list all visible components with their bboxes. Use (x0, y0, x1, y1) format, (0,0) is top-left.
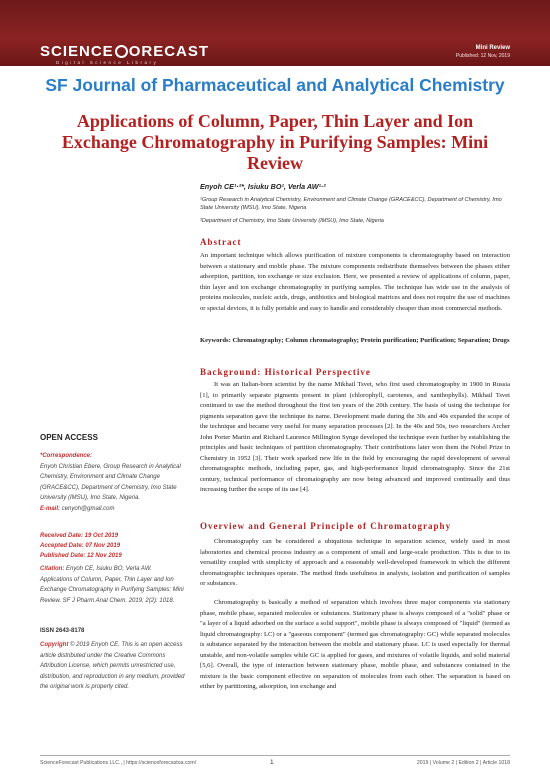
logo-text-right: ORECAST (128, 42, 210, 60)
background-text: It was an Italian-born scientist by the name Mikhail Tsvet, who first used chromatography in 1900 in Russia [1], to primarily separate pigments present in plant (chlorophyll, carotenes, and xanthophylls). Mikhail Tsvet continued to use the method throughout the first ten years of the 20th century. The basis of using the technique for pigments separation gave the technique its name. Development made during the 30s and 40s expanded the scope of the technique and became very useful for many separation processes [2]. In the 40s and 50s, two researchers Archer John Porter Martin and Richard Laurence Millington Synge developed the technique even further by establishing the principles and basic techniques of partition chromatography. Their contributions later won them the Nobel Prize in Chemistry in 1952 [3]. Their work sparked new life in the field by encouraging the rapid development of several chromatographic methods, including paper, gas, and high-performance liquid chromatography. Since the 21st century, technical performance of chromatography are now being advanced and improved continually and thus increasing further the scope of its use [4]. (200, 381, 510, 493)
overview-paragraph-2: Chromatography is basically a method of separation which involves three major components via stationary phase, mobile phase, separated molecules or substances. Stationary phase is always composed of a "solid" phase or "a layer of a liquid adsorbed on the surface a solid support", mobile phase is always composed of "liquid" (termed as liquid chromatography: LC) or a "gaseous component" (termed gas chromatography: GC) while separated molecules is substance separated by the interaction between the mobile and stationary phase. LC is used especially for thermal unstable, and non-volatile samples while GC is applied for gases, and mixtures of volatile liquids, and solid material [5,6]. Overall, the type of interaction between stationary phase, mobile phase, and substances contained in the mixture is the basic component effective on separation of molecules from each other. The separation is based on either by partitioning, adsorption, ion exchange and (200, 599, 510, 690)
overview-heading: Overview and General Principle of Chromatography (200, 521, 452, 531)
footer-divider (40, 755, 510, 756)
affiliation-1: ¹Group Research in Analytical Chemistry, Environment and Climate Change (GRACE&CC), Department of Chemistry, Imo State University (IMSU), Imo State, Nigeria (200, 197, 502, 211)
email-label: E-mail: (40, 505, 61, 512)
accepted-date: Accepted Date: 07 Nov 2019 (40, 543, 121, 549)
correspondence-label: *Correspondence: (40, 453, 93, 459)
copyright-text: © 2019 Enyoh CE. This is an open access article distributed under the Creative Commons Attribution License, which permits unrestricted use, distribution, and reproduction in any medium, provided the original work is properly cited. (40, 642, 185, 690)
issn: ISSN 2643-8178 (40, 628, 85, 634)
publisher-logo[interactable] (40, 42, 209, 60)
article-type-badge: Mini Review (475, 45, 510, 51)
journal-title: SF Journal of Pharmaceutical and Analytical Chemistry (45, 75, 505, 95)
article-title: Applications of Column, Paper, Thin Layer and Ion Exchange Chromatography in Purifying Samples: Mini Review (61, 111, 489, 173)
author-list: Enyoh CE¹·²*, Isiuku BO¹, Verla AW¹·² (200, 182, 326, 191)
citation-label: Citation: (40, 566, 65, 572)
globe-icon (115, 45, 128, 58)
keywords (200, 336, 510, 347)
abstract-heading: Abstract (200, 237, 242, 247)
copyright-label: Copyright (40, 642, 69, 648)
citation (40, 564, 185, 606)
overview-paragraph-1: Chromatography can be considered a ubiquitous technique in separation science, widely used in most laboratories and chemical process industry as a component of small and large-scale production. This is due to its versatility coupled with simplicity of approach and a reasonably well-developed framework in which the different chromatographic techniques operate. The method finds usefulness in analysis, isolation and purification of samples or substances. (200, 538, 510, 587)
published-date: Published Date: 12 Nov 2019 (40, 553, 122, 559)
correspondence-text: Enyoh Christian Ebere, Group Research in Analytical Chemistry, Environment and Climate Change (GRACE&CC), Department of Chemistry, Imo State University (IMSU), Imo State, Nigeria. (40, 463, 181, 501)
received-date: Received Date: 19 Oct 2019 (40, 533, 119, 539)
footer-volume-info: 2019 | Volume 2 | Edition 2 | Article 1018 (416, 760, 510, 766)
logo-tagline: Digital Science Library (56, 60, 159, 65)
background-heading: Background: Historical Perspective (200, 367, 371, 377)
citation-text: Enyoh CE, Isiuku BO, Verla AW. Applications of Column, Paper, Thin Layer and Ion Exchange Chromatography in Purifying Samples: Mini Review. SF J Pharm Anal Chem. 2019; 2(2): 1018. (40, 566, 184, 604)
page-number: 1 (270, 759, 274, 766)
abstract-text: An important technique which allows purification of mixture components is chromatography based on interaction between a stationary and mobile phase. The mixture components redistribute themselves between the phases either adsorption, partition, ion exchange or size exclusion. Here, we presented a review of applications of column, paper, thin layer and ion exchange chromatography in purifying samples. The technique has wide use in the analysis of proteins molecules, nucleic acids, drugs, antibiotics and biological matrices and does not require the use of machines or special devices, it is fully portable and easy to handle and considerably cheaper than most commercial methods. (200, 252, 510, 312)
keywords-label: Keywords: (200, 337, 231, 344)
logo-text-left: SCIENCE (40, 42, 114, 60)
keywords-text: Chromatography; Column chromatography; Protein purification; Purification; Separation; Drugs (232, 337, 510, 344)
affiliation-2: ²Department of Chemistry, Imo State University (IMSU), Imo State, Nigeria (200, 218, 384, 224)
correspondence (40, 451, 185, 514)
header-published-date: Published: 12 Nov, 2019 (455, 53, 510, 59)
email-link[interactable]: cenyoh@gmail.com (61, 505, 115, 512)
copyright (40, 640, 185, 693)
open-access-label: OPEN ACCESS (40, 433, 98, 442)
footer-publisher[interactable]: ScienceForecast Publications LLC., | https://scienceforecastoa.com/ (40, 760, 197, 766)
